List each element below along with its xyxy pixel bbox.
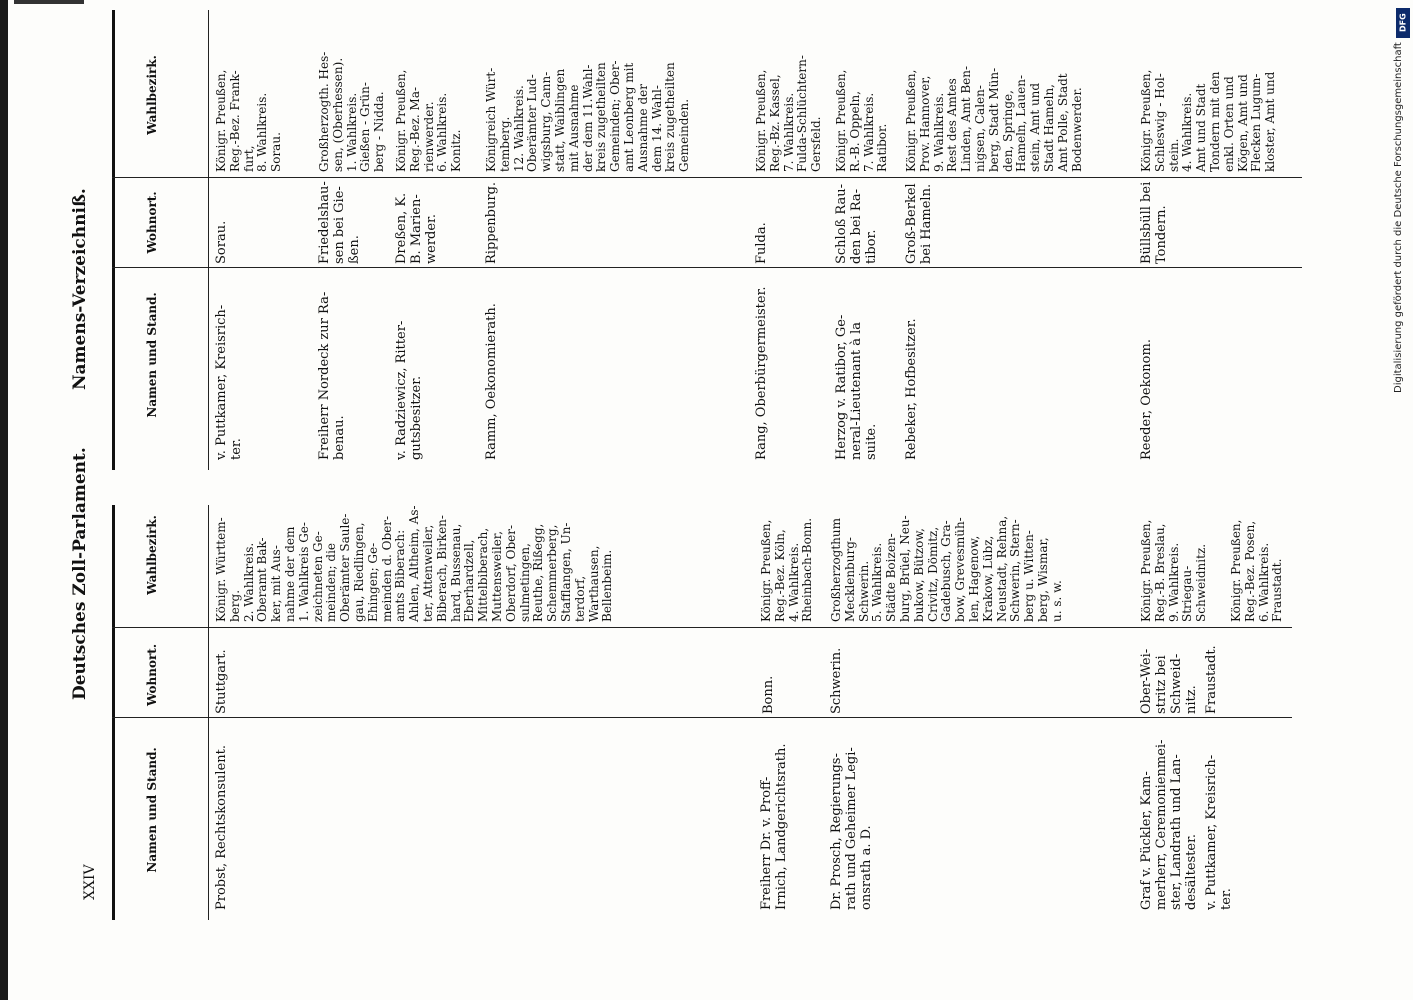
left-entry-2-name: Freiherr Dr. v. Proff- Irnich, Landgerichtsrath. <box>759 743 789 910</box>
header-name-left: Namen und Stand. <box>145 747 159 873</box>
left-entry-5-residence: Fraustadt. <box>1204 645 1219 714</box>
right-entry-7-district: Königr. Preußen, Prov. Hannover, 9. Wahlkreis. Rest des Amtes Linden, Amt Ben- nigsen, Calen- berg, Stadt Mün- den, Springe, Hameln, Lauen- stein, Amt und Stadt Hameln, Amt Polle, Stadt Bodenwerder. <box>904 65 1084 172</box>
left-entry-3-district: Großherzogthum Mecklenburg- Schwerin. 5. Wahlkreis. Städte Boizen- burg, Brüel, Neu- bukow, Bützow, Crivitz, Dömitz, Gadebusch, Gra- bow, Grevesmüh- len, Hagenow, Krakow, Lübz, Neustadt, Rehna, Schwerin, Stern- berg u. Witten- berg, Wismar, u. s. w. <box>829 515 1064 622</box>
right-entry-5-name: Rang, Oberbürgermeister. <box>754 286 769 460</box>
left-entry-1-residence: Stuttgart. <box>214 649 229 714</box>
left-col-divider-2 <box>112 627 1292 628</box>
right-entry-8-residence: Büllsbüll bei Tondern. <box>1139 181 1169 264</box>
right-entry-4-name: Ramm, Oekonomierath. <box>484 303 499 460</box>
dfg-logo: DFG <box>1396 8 1410 38</box>
left-entry-1-district: Königr. Württem- berg. 2. Wahlkreis. Oberamt Bak- ker, mit Aus- nahme der dem 1. Wahlkreis Ge- zeichneten Ge- meinden; die Oberämter Saule- gau, Riedlingen, Ehingen; Ge- meinden d. Ober- amts Biberach: Ahlen, Altheim, As- ter, Attenweiler, Biberach, Birken- hard, Bussenau, Eberhardzell, Mittelbiberach, Muttensweiler, Oberdorf, Ober- sulmetingen, Reuthe, Rißegg, Schemmerberg, Stafflangen, Un- terdorf, Warthausen, Bellenbeim. <box>214 505 615 622</box>
left-entry-2-residence: Bonn. <box>761 675 776 714</box>
left-entry-5-name: v. Puttkamer, Kreisrich- ter. <box>1204 754 1234 910</box>
header-residence-right: Wohnort. <box>145 191 159 254</box>
right-col-divider-2 <box>112 177 1302 178</box>
right-header-rule <box>112 10 115 470</box>
left-header-bottom-rule <box>208 505 209 920</box>
right-entry-8-district: Königr. Preußen, Schleswig - Hol- stein. 4. Wahlkreis. Amt und Stadt Tondern mit den enkl. Orten und Kögen, Amt und Flecken Lugum- kloster, Amt und <box>1139 69 1278 172</box>
left-entry-4-district: Königr. Preußen, Reg.-B. Breslau, 9. Wahlkreis. Striegau- Schweidnitz. <box>1139 519 1209 622</box>
right-entry-2-name: Freiherr Nordeck zur Ra- benau. <box>317 291 347 460</box>
left-entry-2-district: Königr. Preußen, Reg.-Bez. Köln, 4. Wahlkreis. Rheinbach-Bonn. <box>759 517 815 622</box>
right-entry-7-residence: Groß-Berkel bei Hameln. <box>904 183 934 264</box>
right-entry-5-district: Königr. Preußen, Reg.-Bz. Kassel, 7. Wahlkreis. Fulda-Schlüchtern- Gersfeld. <box>754 55 824 172</box>
page-title-left: Deutsches Zoll-Parlament. <box>70 447 90 700</box>
left-entry-3-residence: Schwerin. <box>829 647 844 714</box>
right-entry-6-residence: Schloß Rau- den bei Ra- tibor. <box>834 184 879 264</box>
left-col-divider-1 <box>112 717 1292 718</box>
left-header-rule <box>112 505 115 920</box>
right-entry-3-residence: Dreßen, K. B. Marien- werder. <box>394 192 439 264</box>
right-col-divider-1 <box>112 267 1302 268</box>
right-entry-4-district: Königreich Würt- temberg. 12. Wahlkreis. Oberämter Lud- wigsburg, Cann- statt, Waiblingen mit Ausnahme der dem 11.Wahl- kreis zugetheilten Gemeinden; Ober- amt Leonberg mit Ausnahme der dem 14. Wahl- kreis zugetheilten Gemeinden. <box>484 60 692 172</box>
right-entry-4-residence: Rippenburg. <box>484 181 499 264</box>
right-entry-2-district: Großherzogth. Hes- sen, (Oberhessen). 1. Wahlkreis. Gießen - Grün- berg - Nidda. <box>317 51 387 172</box>
page-number: XXIV <box>82 864 98 900</box>
right-entry-1-residence: Sorau. <box>214 220 229 264</box>
header-residence-left: Wohnort. <box>145 644 159 706</box>
left-entry-3-name: Dr. Prosch, Regierungs- rath und Geheimer Legi- onsrath a. D. <box>829 747 874 910</box>
right-entry-6-name: Herzog v. Ratibor, Ge- neral-Lieutenant à la suite. <box>834 314 879 460</box>
right-entry-1-name: v. Puttkamer, Kreisrich- ter. <box>214 304 244 460</box>
right-entry-6-district: Königr. Preußen, R.-B. Oppeln, 7. Wahlkreis. Ratibor. <box>834 69 890 172</box>
right-entry-1-district: Königr. Preußen, Reg.-Bez. Frank- furt, 8. Wahlkreis. Sorau. <box>214 69 284 172</box>
right-entry-2-residence: Friedelshau- sen bei Gie- ßen. <box>317 181 362 264</box>
left-entry-1-name: Probst, Rechtskonsulent. <box>214 744 229 910</box>
right-entry-5-residence: Fulda. <box>754 222 769 264</box>
left-entry-4-name: Graf v. Pückler, Kam- merherr, Ceremonienmei- ster, Landrath und Lan- desältester. <box>1139 739 1199 910</box>
header-district-left: Wahlbezirk. <box>145 515 159 595</box>
page-title-right: Namens-Verzeichniß. <box>70 188 90 390</box>
right-entry-3-name: v. Radziewicz, Ritter- gutsbesitzer. <box>394 320 424 460</box>
right-entry-3-district: Königr. Preußen, Reg.-Bez. Ma- rienwerder. 6. Wahlkreis. Konitz. <box>394 69 464 172</box>
right-header-bottom-rule <box>208 10 209 470</box>
right-entry-7-name: Rebeker, Hofbesitzer. <box>904 318 919 460</box>
header-name-right: Namen und Stand. <box>145 292 159 418</box>
left-entry-5-district: Königr. Preußen, Reg.-Bez. Posen, 6. Wahlkreis. Fraustadt. <box>1229 519 1285 622</box>
left-entry-4-residence: Ober-Wei- stritz bei Schweid- nitz. <box>1139 648 1199 714</box>
header-district-right: Wahlbezirk. <box>145 55 159 135</box>
digitization-credit: Digitalisierung gefördert durch die Deutsche Forschungsgemeinschaft <box>1393 42 1404 393</box>
right-entry-8-name: Reeder, Oekonom. <box>1139 339 1154 460</box>
